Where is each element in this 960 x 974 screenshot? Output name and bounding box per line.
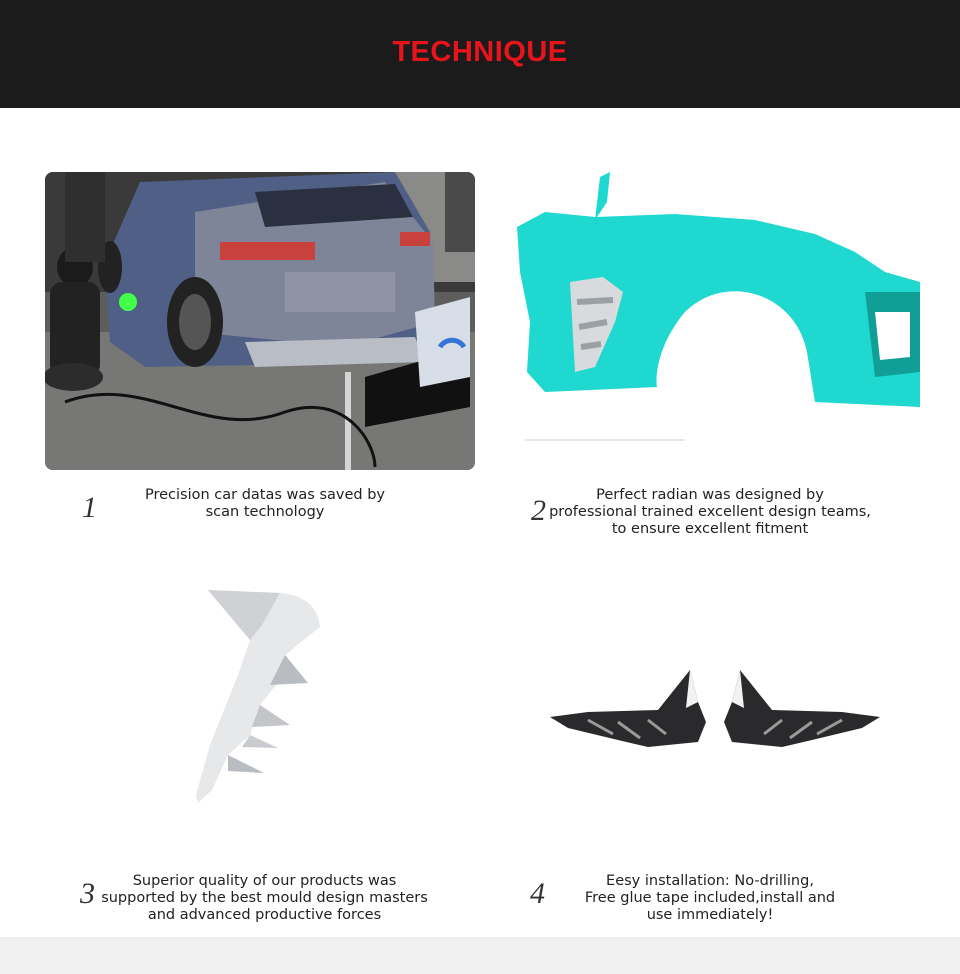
step-2-line-2: professional trained excellent design teams, — [549, 504, 871, 520]
step-3-caption — [97, 873, 432, 924]
step-3-line-1: Superior quality of our products was — [132, 873, 397, 889]
step-3-line-3: and advanced productive forces — [147, 907, 382, 923]
step-4-line-2: Free glue tape included,install and — [584, 890, 836, 906]
step-1-line-1: Precision car datas was saved by — [144, 487, 385, 503]
carbon-vent-pair-image — [548, 662, 882, 758]
step-3-number: 3 — [80, 877, 95, 910]
step-4-line-1: Eesy installation: No-drilling, — [606, 873, 814, 889]
step-2-line-1: Perfect radian was designed by — [596, 487, 824, 503]
step-4-caption — [575, 873, 845, 924]
silver-vent-part-image — [190, 585, 330, 807]
car-scanning-photo — [45, 172, 475, 470]
step-3-line-2: supported by the best mould design masters — [101, 890, 428, 906]
step-1-caption — [115, 487, 415, 521]
step-1-number: 1 — [82, 491, 97, 524]
step-2-number: 2 — [531, 494, 546, 527]
fender-scan-image — [515, 172, 920, 444]
page-title: TECHNIQUE — [392, 36, 568, 68]
step-2-caption — [545, 487, 875, 538]
page-header — [0, 0, 960, 108]
step-2-line-3: to ensure excellent fitment — [611, 521, 809, 537]
step-4-number: 4 — [530, 877, 545, 910]
step-1-line-2: scan technology — [205, 504, 325, 520]
footer-band — [0, 937, 960, 974]
step-4-line-3: use immediately! — [646, 907, 774, 923]
